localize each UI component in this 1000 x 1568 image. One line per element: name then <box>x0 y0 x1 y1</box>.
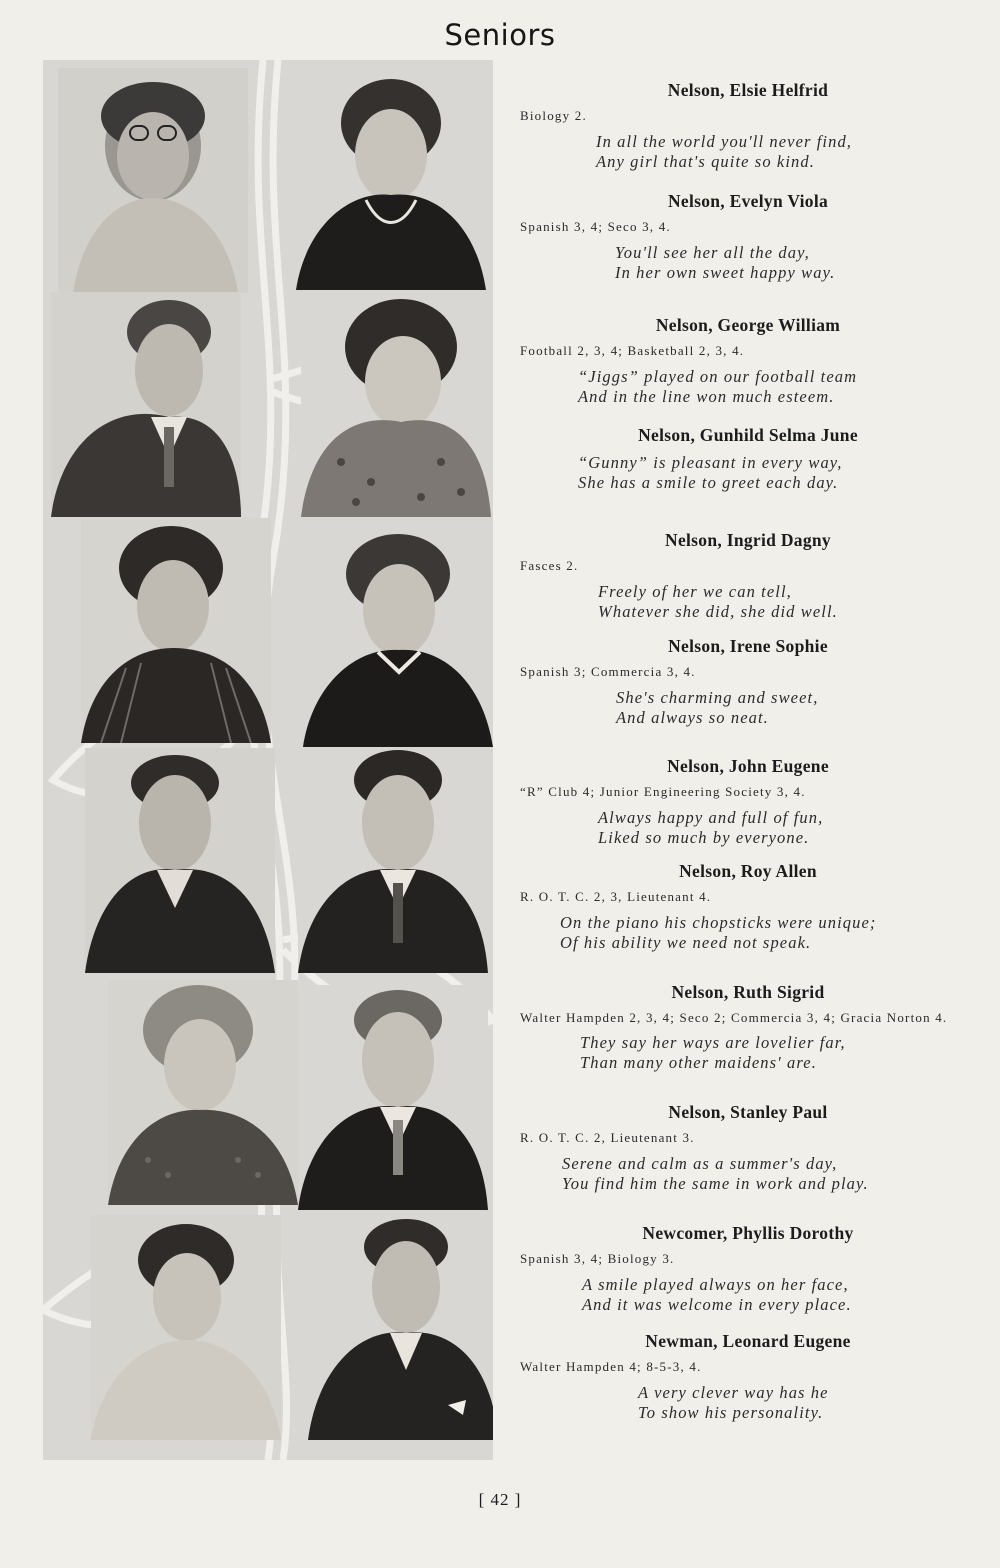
senior-entry <box>518 80 978 172</box>
senior-entry <box>518 1331 978 1423</box>
portrait-1 <box>58 68 248 293</box>
verse-line: Liked so much by everyone. <box>598 828 810 847</box>
student-name: Nelson, John Eugene <box>667 756 829 776</box>
student-name: Nelson, Irene Sophie <box>668 636 828 656</box>
verse-line: Than many other maidens' are. <box>580 1053 817 1072</box>
portrait-12 <box>308 1215 493 1440</box>
student-activities: R. O. T. C. 2, 3, Lieutenant 4. <box>520 889 712 904</box>
student-name: Nelson, Elsie Helfrid <box>667 80 829 100</box>
portrait-5 <box>81 518 271 743</box>
student-name: Nelson, Evelyn Viola <box>667 191 829 211</box>
student-activities: Spanish 3, 4; Seco 3, 4. <box>520 219 671 234</box>
student-name: Newman, Leonard Eugene <box>645 1331 851 1351</box>
portrait-9 <box>108 980 298 1205</box>
verse-line: Whatever she did, she did well. <box>598 602 838 621</box>
student-activities: Biology 2. <box>520 108 587 123</box>
verse-line: In her own sweet happy way. <box>615 263 836 282</box>
student-verse <box>518 1154 978 1194</box>
student-activities: Spanish 3, 4; Biology 3. <box>520 1251 675 1266</box>
verse-line: And in the line won much esteem. <box>578 387 835 406</box>
verse-line: A very clever way has he <box>638 1383 829 1402</box>
verse-line: Any girl that's quite so kind. <box>596 152 815 171</box>
portrait-7 <box>85 748 275 973</box>
student-activities: Spanish 3; Commercia 3, 4. <box>520 664 696 679</box>
verse-line: They say her ways are lovelier far, <box>580 1033 846 1052</box>
verse-line: Serene and calm as a summer's day, <box>562 1154 838 1173</box>
page-title: Seniors <box>444 18 556 52</box>
senior-entry <box>518 1223 978 1315</box>
student-verse <box>518 1275 978 1315</box>
verse-line: She's charming and sweet, <box>616 688 819 707</box>
student-verse <box>518 1383 978 1423</box>
senior-entry <box>518 982 978 1073</box>
senior-entry <box>518 861 978 953</box>
senior-entry <box>518 315 978 407</box>
senior-entry <box>518 636 978 728</box>
student-name: Nelson, George William <box>655 315 841 335</box>
student-activities: Walter Hampden 2, 3, 4; Seco 2; Commercia 3, 4; Gracia Norton 4. <box>520 1010 948 1025</box>
student-verse <box>518 132 978 172</box>
student-activities: Football 2, 3, 4; Basketball 2, 3, 4. <box>520 343 745 358</box>
student-verse <box>518 243 978 283</box>
verse-line: “Gunny” is pleasant in every way, <box>578 453 843 472</box>
verse-line: And it was welcome in every place. <box>582 1295 852 1314</box>
verse-line: Freely of her we can tell, <box>598 582 792 601</box>
verse-line: On the piano his chopsticks were unique; <box>560 913 877 932</box>
page-number: [ 42 ] <box>478 1490 522 1509</box>
portrait-2 <box>296 65 486 290</box>
student-activities: “R” Club 4; Junior Engineering Society 3, 4. <box>520 784 806 799</box>
student-verse <box>518 582 978 622</box>
portrait-11 <box>91 1215 281 1440</box>
student-name: Nelson, Gunhild Selma June <box>638 425 858 445</box>
student-verse <box>518 367 978 407</box>
portrait-3 <box>51 292 241 517</box>
verse-line: In all the world you'll never find, <box>596 132 853 151</box>
student-activities: Fasces 2. <box>520 558 579 573</box>
portrait-8 <box>298 748 488 973</box>
photo-panel <box>43 60 493 1460</box>
verse-line: She has a smile to greet each day. <box>578 473 839 492</box>
verse-line: “Jiggs” played on our football team <box>578 367 858 386</box>
verse-line: To show his personality. <box>638 1403 824 1422</box>
senior-entry <box>518 425 978 493</box>
student-activities: Walter Hampden 4; 8-5-3, 4. <box>520 1359 702 1374</box>
senior-entry <box>518 1102 978 1194</box>
student-name: Nelson, Ruth Sigrid <box>671 982 825 1002</box>
portrait-4 <box>301 292 491 517</box>
verse-line: Of his ability we need not speak. <box>560 933 812 952</box>
student-name: Nelson, Roy Allen <box>679 861 817 881</box>
senior-entry <box>518 191 978 283</box>
verse-line: And always so neat. <box>616 708 769 727</box>
senior-entry <box>518 756 978 848</box>
student-verse <box>518 453 978 493</box>
student-verse <box>518 913 978 953</box>
student-name: Nelson, Stanley Paul <box>668 1102 828 1122</box>
student-name: Nelson, Ingrid Dagny <box>665 530 831 550</box>
student-name: Newcomer, Phyllis Dorothy <box>642 1223 854 1243</box>
portrait-10 <box>298 985 488 1210</box>
verse-line: A smile played always on her face, <box>582 1275 849 1294</box>
senior-entry <box>518 530 978 622</box>
portrait-6 <box>303 522 493 747</box>
student-verse <box>518 1033 978 1073</box>
student-activities: R. O. T. C. 2, Lieutenant 3. <box>520 1130 695 1145</box>
verse-line: You'll see her all the day, <box>615 243 810 262</box>
student-verse <box>518 688 978 728</box>
verse-line: Always happy and full of fun, <box>598 808 824 827</box>
student-verse <box>518 808 978 848</box>
verse-line: You find him the same in work and play. <box>562 1174 869 1193</box>
